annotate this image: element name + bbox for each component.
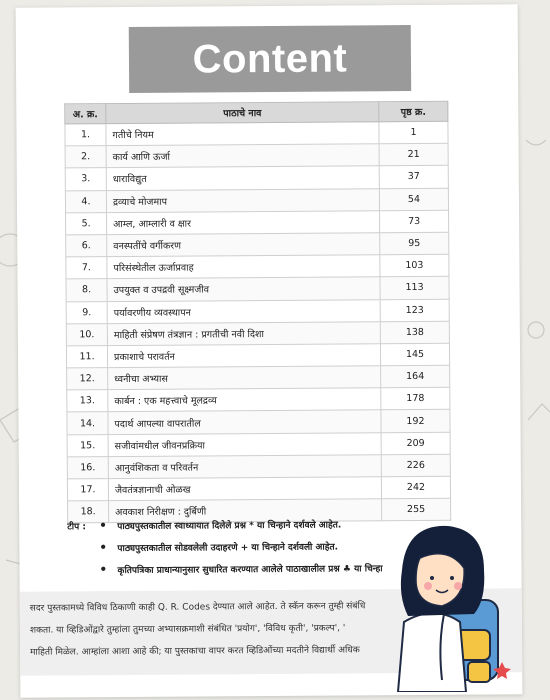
table-row (67, 454, 450, 479)
page-title: Content (192, 35, 348, 82)
row-serial: 13. (67, 390, 108, 412)
note-item: • पाठ्यपुस्तकातील सोडवलेली उदाहरणे + या चिन्हाने दर्शवली आहेत. (99, 539, 382, 563)
row-lesson-name: कार्बन : एक महत्त्वाचे मूलद्रव्य (108, 388, 381, 412)
footer-line: शकता. या व्हिडिओंद्वारे तुम्हांला तुमच्या अभ्यासक्रमाशी संबंधित 'प्रयोग', 'विविध कृती', 'प्रकल्प', ' (29, 623, 346, 636)
table-row (67, 365, 450, 390)
row-serial: 14. (67, 412, 108, 434)
row-lesson-name: माहिती संप्रेषण तंत्रज्ञान : प्रगतीची नवी दिशा (107, 321, 380, 345)
row-serial: 12. (67, 368, 108, 390)
table-row (67, 410, 450, 435)
row-page-number: 123 (380, 299, 449, 322)
row-page-number: 192 (381, 410, 450, 433)
row-lesson-name: गतीचे नियम (106, 122, 379, 146)
title-banner (129, 25, 411, 93)
row-page-number: 138 (380, 321, 449, 344)
row-page-number: 145 (380, 343, 449, 366)
row-page-number: 73 (380, 210, 449, 233)
row-lesson-name: प्रकाशाचे परावर्तन (107, 344, 380, 368)
row-page-number: 95 (380, 232, 449, 255)
row-lesson-name: आनुवंशिकता व परिवर्तन (108, 455, 381, 479)
table-row (66, 232, 449, 257)
table-row (65, 166, 448, 191)
row-lesson-name: अवकाश निरीक्षण : दुर्बिणी (109, 499, 382, 523)
note-item: • पाठ्यपुस्तकातील स्वाध्यायात दिलेले प्रश्न * या चिन्हाने दर्शवले आहेत. (99, 517, 382, 541)
row-serial: 4. (65, 190, 106, 212)
row-lesson-name: परिसंस्थेतील ऊर्जाप्रवाह (107, 255, 380, 279)
table-header-row (65, 101, 448, 124)
row-lesson-name: धाराविद्युत (106, 166, 379, 190)
table-row (66, 343, 449, 368)
row-serial: 7. (66, 257, 107, 279)
row-serial: 18. (68, 501, 109, 523)
table-row (66, 254, 449, 279)
note-item: • कृतिपत्रिका प्राधान्यानुसार सुधारित करण्यात आलेले पाठाखालील प्रश्न ♣ या चिन्हा (99, 561, 382, 585)
row-page-number: 1 (379, 121, 448, 144)
row-serial: 16. (67, 456, 108, 478)
row-serial: 15. (67, 434, 108, 456)
header-lesson-name: पाठाचे नाव (106, 102, 379, 124)
row-lesson-name: आम्ल, आम्लारी व क्षार (107, 210, 380, 234)
row-serial: 10. (66, 323, 107, 345)
row-page-number: 226 (381, 454, 450, 477)
row-lesson-name: पदार्थ आपल्या वापरातील (108, 410, 381, 434)
table-row (67, 432, 450, 457)
header-serial: अ. क्र. (65, 104, 106, 124)
student-girl-illustration (382, 512, 512, 692)
notes-label: टीप : (67, 522, 86, 533)
row-lesson-name: द्रव्याचे मोजमाप (106, 188, 379, 212)
row-page-number: 37 (379, 166, 448, 189)
row-serial: 5. (66, 212, 107, 234)
table-row (65, 143, 448, 168)
table-row (67, 387, 450, 412)
footer-line: माहिती मिळेल. आम्हांला आशा आहे की; या पुस्तकाचा वापर करत व्हिडिओंच्या मदतीने विद्यार्थी अधिक (30, 645, 360, 658)
row-lesson-name: कार्य आणि ऊर्जा (106, 144, 379, 168)
row-lesson-name: जैवतंत्रज्ञानाची ओळख (108, 477, 381, 501)
row-lesson-name: उपयुक्त व उपद्रवी सूक्ष्मजीव (107, 277, 380, 301)
table-row (65, 188, 448, 213)
row-serial: 1. (65, 124, 106, 146)
table-row (65, 121, 448, 146)
row-serial: 17. (67, 479, 108, 501)
row-serial: 9. (66, 301, 107, 323)
row-page-number: 113 (380, 277, 449, 300)
row-lesson-name: सजीवांमधील जीवनप्रक्रिया (108, 432, 381, 456)
row-page-number: 255 (382, 498, 451, 521)
row-serial: 2. (65, 146, 106, 168)
row-page-number: 242 (381, 476, 450, 499)
table-row (67, 476, 450, 501)
notes-list (99, 517, 383, 585)
table-row (66, 321, 449, 346)
footer-line: सदर पुस्तकामध्ये विविध ठिकाणी काही Q. R. Codes देण्यात आले आहेत. ते स्कॅन करून तुम्ही संबंधि (29, 601, 366, 614)
table-row (66, 299, 449, 324)
row-serial: 8. (66, 279, 107, 301)
table-row (66, 210, 449, 235)
row-serial: 3. (65, 168, 106, 190)
header-page-number: पृष्ठ क्र. (379, 101, 448, 121)
row-lesson-name: वनस्पतींचे वर्गीकरण (107, 233, 380, 257)
row-page-number: 209 (381, 432, 450, 455)
contents-table (64, 101, 451, 524)
row-page-number: 21 (379, 143, 448, 166)
row-page-number: 178 (381, 387, 450, 410)
row-lesson-name: ध्वनीचा अभ्यास (108, 366, 381, 390)
row-lesson-name: पर्यावरणीय व्यवस्थापन (107, 299, 380, 323)
row-page-number: 103 (380, 254, 449, 277)
row-page-number: 54 (379, 188, 448, 211)
row-serial: 11. (66, 346, 107, 368)
table-row (66, 277, 449, 302)
row-serial: 6. (66, 235, 107, 257)
row-page-number: 164 (381, 365, 450, 388)
